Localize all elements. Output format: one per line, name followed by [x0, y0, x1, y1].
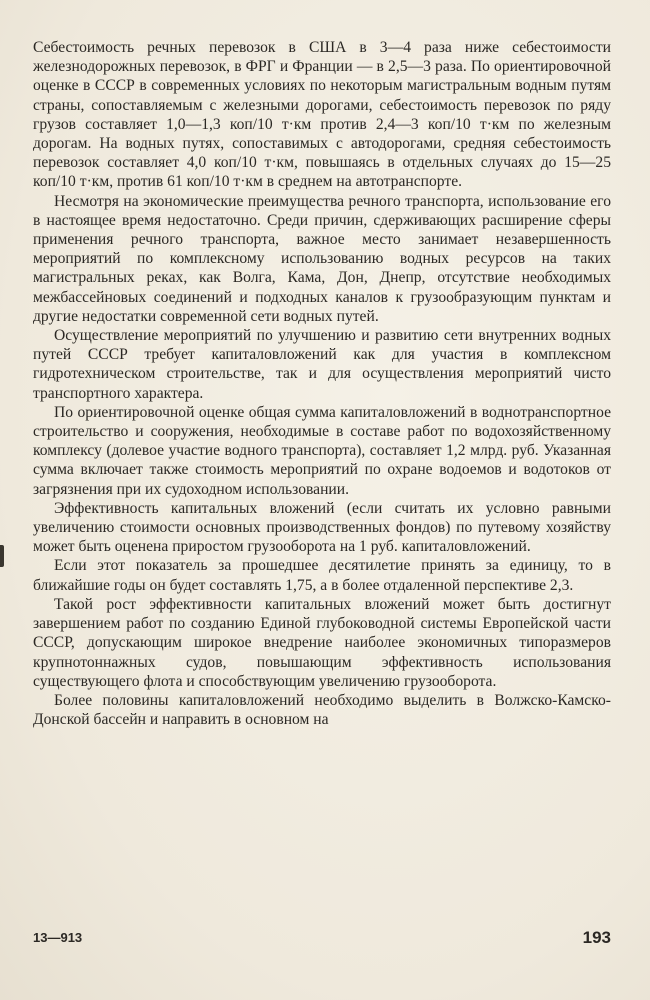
paragraph-3: Осуществление мероприятий по улучшению и развитию сети внутренних водных путей СССР требует капиталовложений как для участия в комплексном гидротехническом строительстве, так и для осуществления мероприятий чисто транспортного характера.	[33, 327, 611, 402]
paragraph-1: Себестоимость речных перевозок в США в 3—4 раза ниже себестоимости железнодорожных перевозок, в ФРГ и Франции — в 2,5—3 раза. По ориентировочной оценке в СССР в современных условиях по некоторым магистральным водным путям страны, сопоставляемым с железными дорогами, себестоимость перевозок по ряду грузов составляет 1,0—1,3 коп/10 т·км против 2,4—3 коп/10 т·км по железным дорогам. На водных путях, сопоставимых с автодорогами, средняя себестоимость перевозок составляет 4,0 коп/10 т·км, повышаясь в отдельных случаях до 15—25 коп/10 т·км, против 61 коп/10 т·км в среднем на автотранспорте.	[33, 39, 611, 191]
page-edge-mark	[0, 545, 4, 567]
body-text	[33, 38, 611, 729]
page-footer	[33, 928, 611, 950]
paragraph-8: Более половины капиталовложений необходимо выделить в Волжско-Камско-Донской бассейн и направить в основном на	[33, 691, 611, 729]
page-number: 193	[582, 928, 611, 947]
paragraph-2: Несмотря на экономические преимущества речного транспорта, использование его в настоящее время недостаточно. Среди причин, сдерживающих расширение сферы применения речного транспорта, важное место занимает незавершенность мероприятий по комплексному использованию водных ресурсов на таких магистральных реках, как Волга, Кама, Дон, Днепр, отсутствие необходимых межбассейновых соединений и подходных каналов к грузообразующим пунктам и другие недостатки современной сети водных путей.	[33, 192, 611, 325]
paragraph-5: Эффективность капитальных вложений (если считать их условно равными увеличению стоимости основных производственных фондов) по путевому хозяйству может быть оценена приростом грузооборота на 1 руб. капиталовложений.	[33, 499, 611, 556]
printer-signature: 13—913	[33, 930, 83, 945]
paragraph-7: Такой рост эффективности капитальных вложений может быть достигнут завершением работ по созданию Единой глубоководной системы Европейской части СССР, допускающим широкое внедрение наиболее экономичных типоразмеров крупнотоннажных судов, повышающим эффективность использования существующего флота и способствующим увеличению грузооборота.	[33, 595, 611, 690]
paragraph-6: Если этот показатель за прошедшее десятилетие принять за единицу, то в ближайшие годы он будет составлять 1,75, а в более отдаленной перспективе 2,3.	[33, 557, 611, 594]
paragraph-4: По ориентировочной оценке общая сумма капиталовложений в воднотранспортное строительство и сооружения, необходимые в составе работ по водохозяйственному комплексу (долевое участие водного транспорта), составляет 1,2 млрд. руб. Указанная сумма включает также стоимость мероприятий по охране водоемов и водотоков от загрязнения при их судоходном использовании.	[33, 403, 611, 498]
